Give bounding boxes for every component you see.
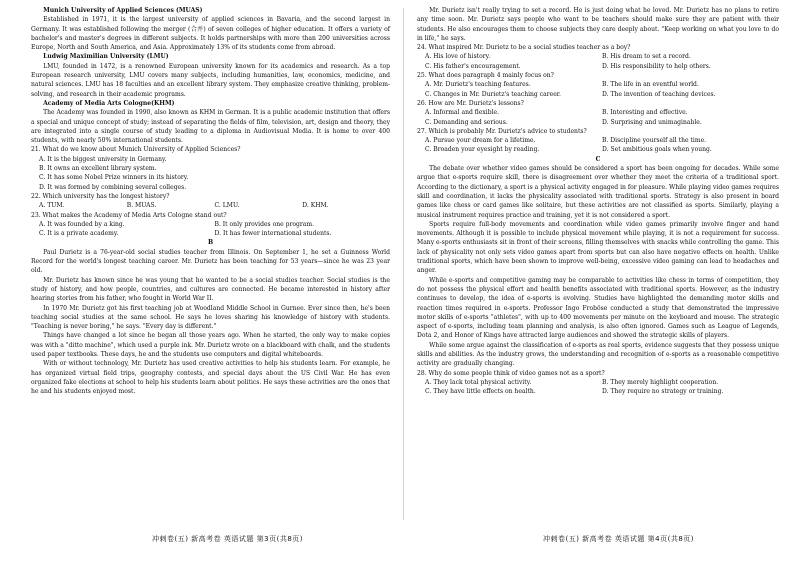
option-c[interactable]: C. Broaden your eyesight by reading. (425, 146, 540, 154)
khm-text: The Academy was founded in 1990, also known as KHM in German. It is a public academic institution that offers a special and unique concept of study; instead of separating the fields of film, television, art, design and theory, they are integrated into a single course of study leading to a diploma in Audiovisual Media. It is home to over 400 students, with nearly 50% international students. (31, 109, 390, 145)
option-row (417, 62, 779, 71)
option-a[interactable]: A. Informal and flexible. (425, 109, 500, 117)
option-c[interactable]: C. His father's encouragement. (425, 62, 521, 70)
question-stem: 22. Which university has the longest history? (31, 192, 170, 200)
passage-c-paragraph-4: While some argue against the classification of e-sports as real sports, evidence suggests that they possess unique skills and abilities. As the industry grows, the understanding and recognition of e-sports as a reasonable competitive activity are gradually changing. (417, 341, 779, 368)
section-c-label: C (595, 155, 601, 163)
option-row (417, 145, 779, 154)
option-a[interactable]: A. TUM. (39, 202, 65, 210)
option-c[interactable]: C. It is a private academy. (39, 230, 119, 238)
option-d[interactable]: D. KHM. (302, 202, 329, 210)
option-a[interactable]: A. His love of history. (425, 53, 491, 61)
option-a[interactable]: A. It is the biggest university in Germany. (39, 155, 167, 163)
page-footer-left: 冲刺卷(五) 新高考卷 英语试题 第3页(共8页) (152, 535, 304, 543)
option-a[interactable]: A. They lack total physical activity. (425, 378, 532, 386)
option-b[interactable]: B. They merely highlight cooperation. (602, 378, 719, 386)
passage-c-paragraph-1: The debate over whether video games should be considered a sport has been ongoing for decades. While some argue that e-sports require skill, there is disagreement over whether they meet the criteria of a traditional sport. According to the dictionary, a sport is a physical activity engaged in for pleasure. While playing video games requires skill and coordination, it lacks the physicality associated with traditional sports. Strategy is also present in board games like chess or card games like solitaire, but these activities are not classified as sports. Similarly, playing a musical instrument requires practice and training, yet it is not considered a sport. (417, 165, 779, 219)
option-b[interactable]: B. His dream to set a record. (602, 53, 691, 61)
question-23 (31, 211, 390, 239)
option-row (417, 80, 779, 89)
question-stem: 25. What does paragraph 4 mainly focus on? (417, 72, 554, 80)
passage-b-paragraph-4: Things have changed a lot since he began all those years ago. When he started, the only way to make copies was with a "ditto machine", which used a purple ink. Mr. Durietz wrote on a blackboard with chalk, and the students used paper textbooks. These days, he and the students use computers and digital whiteboards. (31, 332, 390, 358)
option-d[interactable]: D. It has fewer international students. (214, 230, 332, 238)
option-b[interactable]: B. The life in an eventful world. (602, 81, 699, 89)
column-divider (403, 8, 404, 520)
option-c[interactable]: C. Demanding and serious. (425, 118, 508, 126)
option-row (417, 108, 779, 117)
lmu-heading: Ludwig Maximilian University (LMU) (43, 53, 169, 61)
question-24 (417, 43, 779, 71)
option-d[interactable]: D. It was formed by combining several colleges. (39, 183, 187, 191)
option-row (417, 136, 779, 145)
question-27 (417, 127, 779, 155)
option-d[interactable]: D. Set ambitious goals when young. (602, 146, 712, 154)
option-row (417, 52, 779, 61)
question-26 (417, 99, 779, 127)
lmu-text: LMU, founded in 1472, is a renowned European university known for its academics and research. As a top European research university, LMU covers many subjects, including humanities, law, economics, medicine, and natural sciences. LMU has 18 faculties and an excellent library system. They emphasize creative thinking, problem-solving, and research in their academic programs. (31, 62, 390, 98)
munich-text: Established in 1971, it is the largest university of applied sciences in Bavaria, and the second largest in Germany. It was established following the merger (合并) of seven colleges of higher education. It offers a variety of bachelor's and master's degrees in different subjects. It holds partnerships with more than 200 universities across Europe, North and South America, and Asia. Approximately 13% of its students come from abroad. (31, 16, 390, 52)
option-d[interactable]: D. The invention of teaching devices. (602, 90, 716, 98)
option-d[interactable]: D. They require no strategy or training. (602, 388, 724, 396)
question-stem: 24. What inspired Mr. Durietz to be a social studies teacher as a boy? (417, 44, 631, 52)
option-row (31, 229, 390, 238)
option-b[interactable]: B. Discipline yourself all the time. (602, 137, 707, 145)
option-list (31, 201, 390, 210)
question-21 (31, 145, 390, 191)
question-22 (31, 192, 390, 211)
question-stem: 27. Which is probably Mr. Durietz's advice to students? (417, 127, 587, 135)
right-column (417, 6, 779, 396)
option-list (31, 155, 390, 192)
passage-c-paragraph-2: Sports require full-body movements and coordination while video games primarily involve finger and hand movements. Although it is possible to include physical movement while playing, it is not a requirement for success. Many e-sports enthusiasts sit in front of their screens, filling themselves with snacks while controlling the game. This lack of physicality not only sets video games apart from sports but can also have negative effects on health. Unlike traditional sports, which have been shown to improve well-being, excessive video gaming can lead to headaches and anger. (417, 220, 779, 275)
khm-heading: Academy of Media Arts Cologne(KHM) (43, 99, 175, 107)
option-b[interactable]: B. It only provides one program. (214, 220, 315, 228)
passage-b-paragraph-6: Mr. Durietz isn't really trying to set a record. He is just doing what he loved. Mr. Durietz has no plans to retire any time soon. Mr. Durietz says people who want to be teachers should make sure they are patient with their students. He also encourages them to choose subjects they care deeply about. "Keep working on what you love to do in life," he says. (417, 7, 779, 42)
option-c[interactable]: C. It has some Nobel Prize winners in its history. (39, 174, 189, 182)
question-28 (417, 369, 779, 397)
option-d[interactable]: D. Surprising and unimaginable. (602, 118, 702, 126)
question-stem: 23. What makes the Academy of Media Arts Cologne stand out? (31, 211, 227, 219)
option-a[interactable]: A. It was founded by a king. (39, 220, 125, 228)
passage-b-paragraph-2: Mr. Durietz has known since he was young that he wanted to be a social studies teacher. Social studies is the study of history, and how people, countries, and cultures are connected. He became interested in history after hearing stories from his father, who fought in World War II. (31, 276, 390, 303)
option-row (417, 387, 779, 396)
question-stem: 21. What do we know about Munich University of Applied Sciences? (31, 146, 241, 154)
left-column (31, 6, 390, 396)
option-row (31, 220, 390, 229)
option-row (417, 378, 779, 387)
question-stem: 28. Why do some people think of video games not as a sport? (417, 369, 605, 377)
question-25 (417, 71, 779, 99)
question-stem: 26. How are Mr. Durietz's lessons? (417, 99, 524, 107)
option-c[interactable]: C. They have little effects on health. (425, 388, 536, 396)
option-b[interactable]: B. Interesting and effective. (602, 109, 688, 117)
passage-b-paragraph-3: In 1970 Mr. Durietz got his first teaching job at Woodland Middle School in Gurnee. Ever since then, he's been teaching social studies at the same school. He says he loves sharing his knowledge of history with students. "Teaching is never boring," he says. "Every day is different." (31, 304, 390, 331)
option-row (417, 90, 779, 99)
option-a[interactable]: A. Pursue your dream for a lifetime. (425, 137, 536, 145)
section-b-label: B (207, 239, 214, 247)
option-c[interactable]: C. LMU. (214, 202, 240, 210)
munich-heading: Munich University of Applied Sciences (MUAS) (43, 7, 203, 14)
passage-b-paragraph-5: With or without technology, Mr. Durietz has used creative activities to help his students learn. For example, he has organized virtual field trips, geography contests, and special days about the US Civil War. He has even organized fake elections at school to help his students learn about politics. He says these activities are the ones that he and his students enjoyed most. (31, 360, 390, 396)
passage-b-paragraph-1: Paul Durietz is a 76-year-old social studies teacher from Illinois. On September 1, he set a Guinness World Record for the world's longest teaching career. Mr. Durietz has been teaching for 53 years—since he was 23 year old. (31, 248, 390, 275)
option-b[interactable]: B. MUAS. (126, 202, 157, 210)
page-footer-right: 冲刺卷(五) 新高考卷 英语试题 第4页(共8页) (543, 535, 695, 543)
option-row (417, 118, 779, 127)
option-d[interactable]: D. His responsibility to help others. (602, 62, 711, 70)
option-b[interactable]: B. It owns an excellent library system. (39, 165, 157, 173)
option-c[interactable]: C. Changes in Mr. Durietz's teaching career. (425, 90, 561, 98)
option-a[interactable]: A. Mr. Durietz's teaching features. (425, 81, 531, 89)
passage-c-paragraph-3: While e-sports and competitive gaming may be comparable to activities like chess in terms of competition, they do not possess the physical effort and health benefits associated with traditional sports. However, as the industry continues to develop, the idea of e-sports is evolving. Studies have highlighted the demanding motor skills and reaction times required in e-sports. Professor Ingo Froböse conducted a study that demonstrated the impressive motor skills of e-sports "athletes", with up to 400 movements per minute on the keyboard and mouse. The strategic aspect of e-sports, including team planning and analysis, is also often ignored. Games such as League of Legends, Dota 2, and Honor of Kings have attracted large audiences and showed the strategic skills of players. (417, 276, 779, 340)
